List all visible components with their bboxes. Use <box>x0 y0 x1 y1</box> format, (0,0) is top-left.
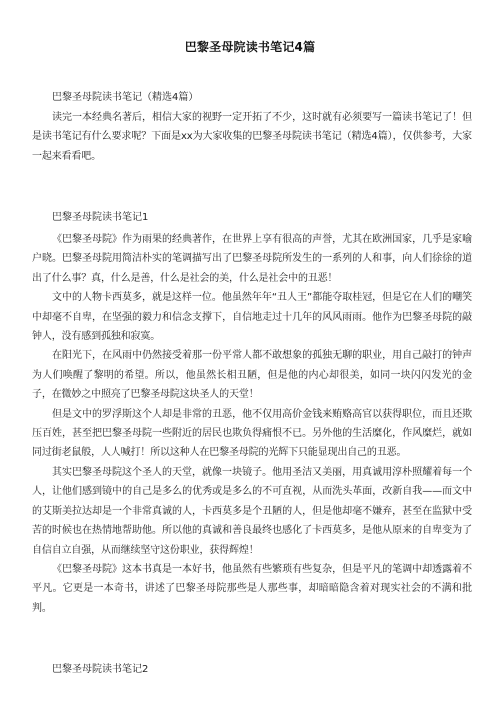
section1-paragraph-3: 在阳光下，在风雨中仍然接受着那一份平常人都不敢想象的孤独无聊的职业，用自己敲打的钟声为人们唤醒了黎明的希望。所以，他虽然长相丑陋，但是他的内心却很美，如同一块闪闪发光的金子，在微妙之中照亮了巴黎圣母院这块圣人的天堂！ <box>32 350 472 401</box>
section1-paragraph-2: 文中的人物卡西莫多，就是这样一位。他虽然年年“丑人王”都能夺取桂冠，但是它在人们的嘲笑中却毫不自卑，在坚强的毅力和信念支撑下，自信地走过十几年的风风雨雨。他作为巴黎圣母院的敲钟人，没有感到孤独和寂寞。 <box>32 292 472 343</box>
section1-body <box>32 230 472 618</box>
section1-paragraph-4: 但是文中的罗浮斯这个人却是非常的丑恶，他不仅用高价金钱来贿赂高官以获得职位，而且还欺压百姓，甚至把巴黎圣母院一些附近的居民也欺负得痛恨不已。另外他的生活糜化，作风糜烂，就如同过街老鼠般，人人喊打！所以这种人在巴黎圣母院的光辉下只能显现出自己的丑恶。 <box>32 408 472 459</box>
section1-paragraph-5: 其实巴黎圣母院这个圣人的天堂，就像一块镜子。他用圣洁又美丽，用真诚用淳朴照耀着每一个人，让他们感到镜中的自己是多么的优秀或是多么的不可直视，从而洗头革面，改新自我——而文中的艾斯美拉达却是一个非常真诚的人，卡西莫多是个丑陋的人，但是他却毫不嫌弃，甚至在监狱中受苦的时候也在热情地帮助他。所以他的真诚和善良最终也感化了卡西莫多，是他从原来的自卑变为了自信自立自强，从而继续坚守这份职业，获得辉煌！ <box>32 466 472 556</box>
intro-paragraph: 读完一本经典名著后，相信大家的视野一定开拓了不少，这时就有必须要写一篇读书笔记了！但是读书笔记有什么要求呢？下面是xx为大家收集的巴黎圣母院读书笔记（精选4篇），仅供参考，大家一起来看看吧。 <box>32 112 472 162</box>
section1-heading: 巴黎圣母院读书笔记1 <box>52 212 149 223</box>
section2-heading: 巴黎圣母院读书笔记2 <box>52 664 149 675</box>
intro-heading: 巴黎圣母院读书笔记（精选4篇） <box>52 92 199 103</box>
section1-paragraph-6: 《巴黎圣母院》这本书真是一本好书，他虽然有些繁琐有些复杂，但是平凡的笔调中却透露着不平凡。它更是一本奇书，讲述了巴黎圣母院那些是人那些事，却暗暗隐含着对现实社会的不满和批判。 <box>32 563 472 614</box>
document-title: 巴黎圣母院读书笔记4篇 <box>184 40 316 54</box>
section1-paragraph-1: 《巴黎圣母院》作为雨果的经典著作，在世界上享有很高的声誉，尤其在欧洲国家，几乎是家喻户晓。巴黎圣母院用简洁朴实的笔调描写出了巴黎圣母院所发生的一系列的人和事，向人们徐徐的道出了什么事？真，什么是善，什么是社会的美，什么是社会中的丑恶！ <box>32 234 472 284</box>
intro-block <box>32 108 472 166</box>
